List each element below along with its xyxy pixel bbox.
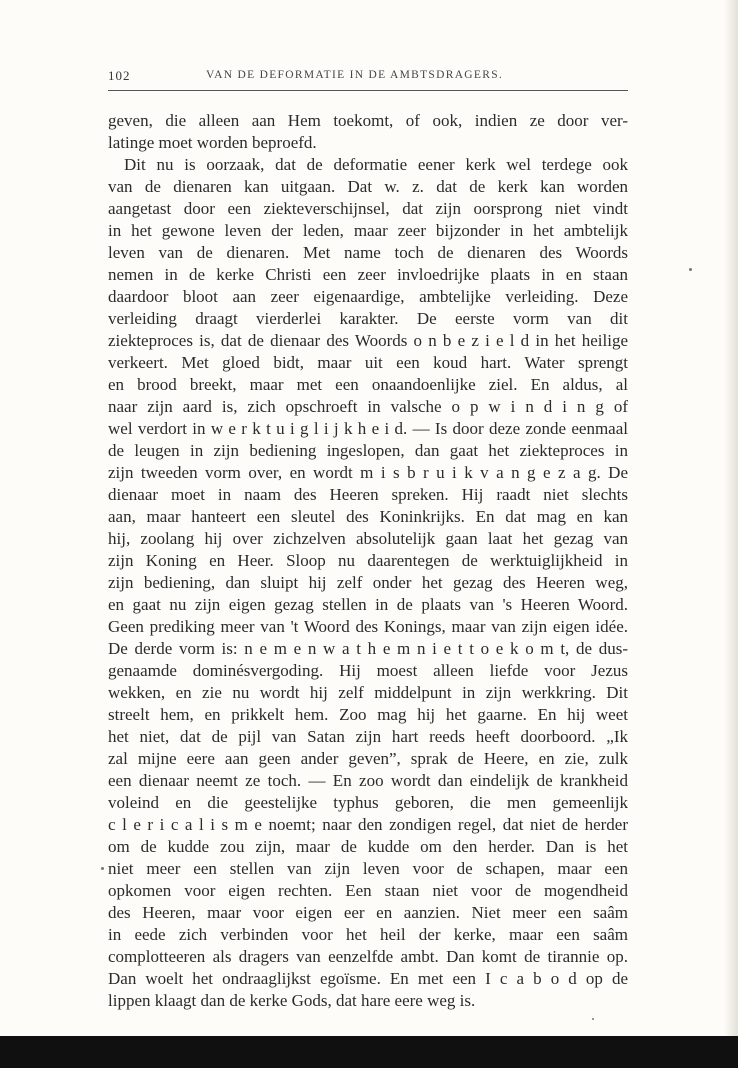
text-line: latinge moet worden beproefd. (108, 133, 317, 152)
text-line: dienaar moet in naam des Heeren spreken. Hij raadt niet slechts (108, 485, 628, 504)
text-line: nemen in de kerke Christi een zeer invloedrijke plaats in en staan (108, 265, 628, 284)
text-line: van de dienaren kan uitgaan. Dat w. z. dat de kerk kan worden (108, 177, 628, 196)
text-line: aan, maar hanteert een sleutel des Koninkrijks. En dat mag en kan (108, 507, 628, 526)
text-line: complotteeren als dragers van eenzelfde ambt. Dan komt de tirannie op. (108, 947, 628, 966)
text-line: aangetast door een ziekteverschijnsel, dat zijn oorsprong niet vindt (108, 199, 628, 218)
text-line: wekken, en zie nu wordt hij zelf middelpunt in zijn werkkring. Dit (108, 683, 628, 702)
paper-speck (101, 867, 104, 870)
text-line: zijn bediening, dan sluipt hij zelf onder het gezag des Heeren weg, (108, 573, 628, 592)
text-line: lippen klaagt dan de kerke Gods, dat hare eere weg is. (108, 991, 476, 1010)
paper-speck (689, 268, 692, 271)
text-line: wel verdort in w e r k t u i g l i j k h e i d. — Is door deze zonde eenmaal (108, 419, 628, 438)
text-line: De derde vorm is: n e m e n w a t h e m n i e t t o e k o m t, de dus- (108, 639, 628, 658)
page-number: 102 (108, 68, 131, 83)
page-header (108, 68, 628, 91)
text-line: verkeert. Met gloed bidt, maar uit een koud hart. Water sprengt (108, 353, 628, 372)
text-line: in het gewone leven der leden, maar zeer bijzonder in het ambtelijk (108, 221, 628, 240)
body-text (108, 110, 628, 1012)
text-line: Dit nu is oorzaak, dat de deformatie eener kerk wel terdege ook (124, 155, 628, 174)
text-line: en brood breekt, maar met een onaandoenlijke ziel. En aldus, al (108, 375, 628, 394)
text-line: om de kudde zou zijn, maar de kudde om den herder. Dan is het (108, 837, 628, 856)
text-line: leven van de dienaren. Met name toch de dienaren des Woords (108, 243, 628, 262)
text-line: streelt hem, en prikkelt hem. Zoo mag hij het gaarne. En hij weet (108, 705, 628, 724)
text-line: voleind en die geestelijke typhus geboren, die men gemeenlijk (108, 793, 628, 812)
paper-speck (592, 1018, 594, 1020)
text-line: zal mijne eere aan geen ander geven”, sprak de Heere, en zie, zulk (108, 749, 628, 768)
text-line: Dan woelt het ondraaglijkst egoïsme. En met een I c a b o d op de (108, 969, 628, 988)
running-head: VAN DE DEFORMATIE IN DE AMBTSDRAGERS. (206, 69, 504, 81)
text-line: niet meer een stellen van zijn leven voor de schapen, maar een (108, 859, 628, 878)
text-line: ziekteproces is, dat de dienaar des Woords o n b e z i e l d in het heilige (108, 331, 628, 350)
text-line: opkomen voor eigen rechten. Een staan niet voor de mogendheid (108, 881, 628, 900)
text-line: c l e r i c a l i s m e noemt; naar den zondigen regel, dat niet de herder (108, 815, 628, 834)
text-line: daardoor bloot aan zeer eigenaardige, ambtelijke verleiding. Deze (108, 287, 628, 306)
text-line: het niet, dat de pijl van Satan zijn hart reeds heeft doorboord. „Ik (108, 727, 628, 746)
text-line: verleiding draagt vierderlei karakter. De eerste vorm van dit (108, 309, 628, 328)
text-line: naar zijn aard is, zich opschroeft in valsche o p w i n d i n g of (108, 397, 628, 416)
text-line: zijn Koning en Heer. Sloop nu daarentegen de werktuiglijkheid in (108, 551, 628, 570)
text-line: in eede zich verbinden voor het heil der kerke, maar een saâm (108, 925, 628, 944)
page-edge-shadow (724, 0, 738, 1068)
text-line: geven, die alleen aan Hem toekomt, of ook, indien ze door ver- (108, 111, 628, 130)
text-line: des Heeren, maar voor eigen eer en aanzien. Niet meer een saâm (108, 903, 628, 922)
text-line: de leugen in zijn bediening ingeslopen, dan gaat het ziekteproces in (108, 441, 628, 460)
text-line: en gaat nu zijn eigen gezag stellen in de plaats van 's Heeren Woord. (108, 595, 628, 614)
scan-bottom-edge (0, 1036, 738, 1068)
text-line: zijn tweeden vorm over, en wordt m i s b r u i k v a n g e z a g. De (108, 463, 628, 482)
text-line: genaamde dominésvergoding. Hij moest alleen liefde voor Jezus (108, 661, 628, 680)
text-line: hij, zoolang hij over zichzelven absolutelijk gaan laat het gezag van (108, 529, 628, 548)
text-line: Geen prediking meer van 't Woord des Konings, maar van zijn eigen idée. (108, 617, 628, 636)
text-line: een dienaar neemt ze toch. — En zoo wordt dan eindelijk de krankheid (108, 771, 628, 790)
